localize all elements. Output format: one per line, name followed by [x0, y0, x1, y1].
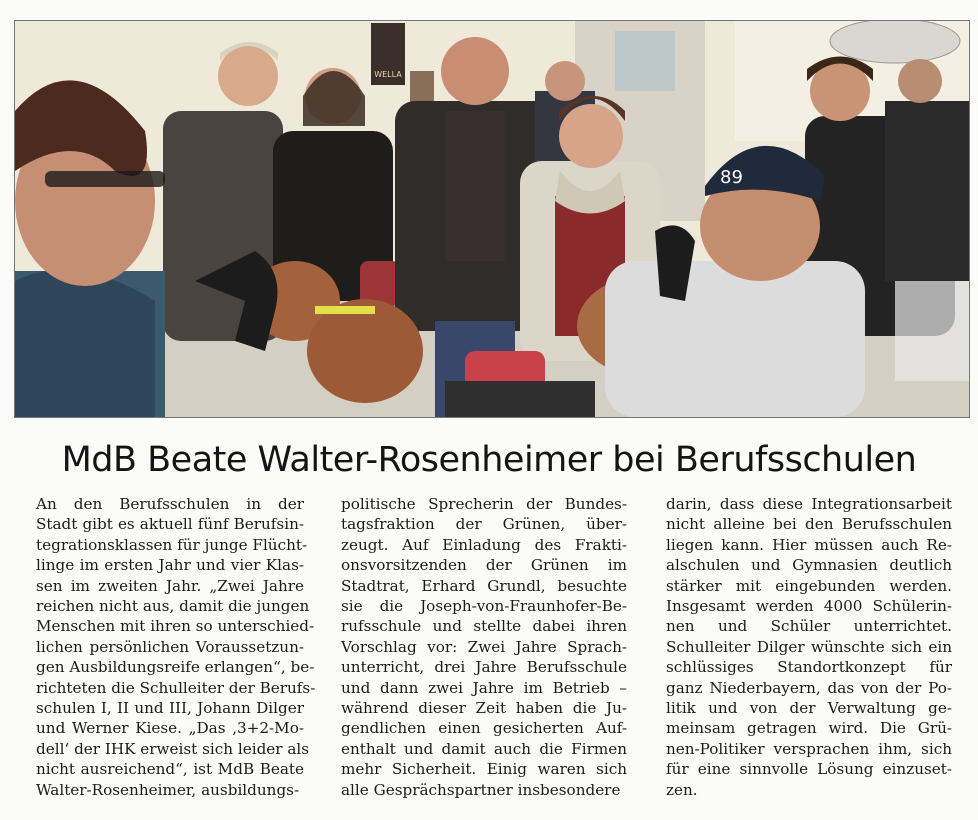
article-line: Schulleiter Dilger wünschte sich ein: [666, 637, 952, 656]
article-line: nicht ausreichend“, ist MdB Beate: [36, 760, 304, 779]
article-line: nicht alleine bei den Berufsschulen: [666, 515, 952, 534]
article-line: reichen nicht aus, damit die jungen: [36, 597, 310, 616]
article-line: gen Ausbildungsreife erlangen“, be-: [36, 658, 315, 677]
article-line: enthalt und damit auch die Firmen: [341, 739, 627, 758]
article-line: während dieser Zeit haben die Ju-: [341, 699, 627, 718]
poster-text: WELLA: [374, 70, 402, 79]
article-line: mehr Sicherheit. Einig waren sich: [341, 760, 627, 779]
article-line: unterricht, drei Jahre Berufsschule: [341, 658, 627, 677]
mannequin-head: [307, 299, 423, 403]
article-line: tegrationsklassen für junge Flücht-: [36, 535, 308, 554]
article-line: stärker mit eingebunden werden.: [666, 576, 952, 595]
article-line: tagsfraktion der Grünen, über-: [341, 515, 627, 534]
cap-text: 89: [720, 167, 743, 188]
article-photo: [14, 20, 970, 418]
article-line: Walter-Rosenheimer, ausbildungs-: [36, 780, 300, 799]
article-column-3: [666, 494, 952, 800]
article-line: Menschen mit ihren so unterschied-: [36, 617, 315, 636]
article-line: nen-Politiker versprachen ihm, sich: [666, 739, 952, 758]
headline: MdB Beate Walter-Rosenheimer bei Berufsschulen: [61, 440, 917, 480]
article-line: alle Gesprächspartner insbesondere: [341, 780, 621, 799]
article-line: Vorschlag vor: Zwei Jahre Sprach-: [341, 637, 627, 656]
article-line: ganz Niederbayern, das von der Po-: [666, 678, 952, 697]
article-line: richteten die Schulleiter der Berufs-: [36, 678, 316, 697]
article-line: Stadtrat, Erhard Grundl, besuchte: [341, 576, 627, 595]
article-line: linge im ersten Jahr und vier Klas-: [36, 556, 304, 575]
article-line: und Werner Kiese. „Das ‚3+2-Mo-: [36, 719, 304, 738]
article-line: Stadt gibt es aktuell fünf Berufsin-: [36, 515, 304, 534]
classroom-scene: [15, 21, 969, 417]
article-line: und dann zwei Jahre im Betrieb –: [341, 678, 627, 697]
article-line: onsvorsitzenden der Grünen im: [341, 556, 627, 575]
article-line: liegen kann. Hier müssen auch Re-: [666, 535, 952, 554]
article-line: meinsam getragen wird. Die Grü-: [666, 719, 952, 738]
article-line: nen und Schüler unterrichtet.: [666, 617, 952, 636]
article-line: für eine sinnvolle Lösung einzuset-: [666, 760, 952, 779]
article-line: zen.: [666, 780, 698, 799]
article-line: darin, dass diese Integrationsarbeit: [666, 495, 952, 513]
article-line: zeugt. Auf Einladung des Frakti-: [341, 535, 627, 554]
article-line: gendlichen einen gesicherten Auf-: [341, 719, 627, 738]
article-line: Insgesamt werden 4000 Schülerin-: [666, 597, 952, 616]
article-line: politische Sprecherin der Bundes-: [341, 495, 627, 513]
article-line: schlüssiges Standortkonzept für: [666, 658, 952, 677]
article-line: lichen persönlichen Voraussetzun-: [36, 637, 304, 656]
article-line: alschulen und Gymnasien deutlich: [666, 556, 952, 575]
person-grey-hoodie: [605, 261, 865, 417]
article-line: sie die Joseph-von-Fraunhofer-Be-: [341, 597, 627, 616]
article-line: dell‘ der IHK erweist sich leider als: [36, 739, 310, 758]
article-line: schulen I, II und III, Johann Dilger: [36, 699, 304, 718]
article-line: rufsschule und stellte dabei ihren: [341, 617, 627, 636]
article-column-1: [18, 494, 316, 800]
article-line: litik und von der Verwaltung ge-: [666, 699, 952, 718]
article-column-2: [341, 494, 627, 800]
article-line: sen im zweiten Jahr. „Zwei Jahre: [36, 576, 304, 595]
article-line: An den Berufsschulen in der: [36, 495, 304, 513]
